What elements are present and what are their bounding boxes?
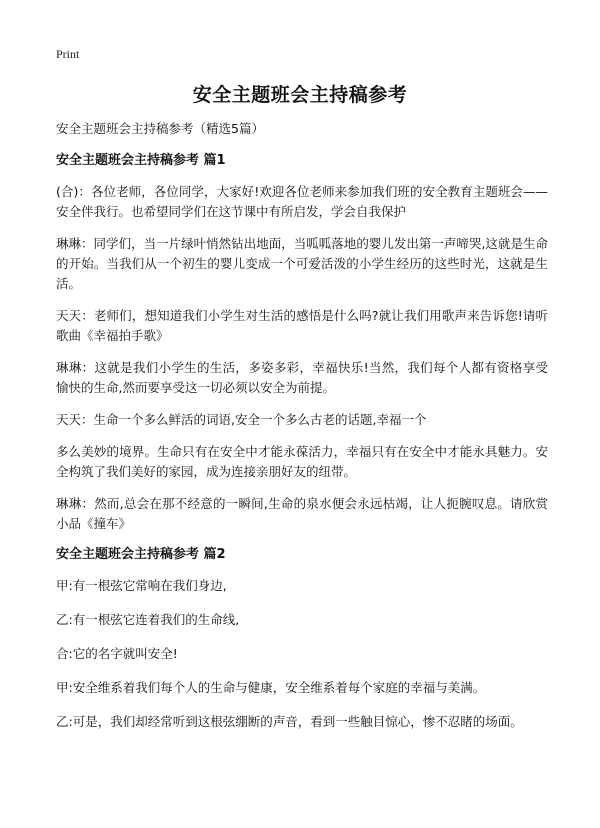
paragraph: 乙:可是，我们却经常听到这根弦绷断的声音，看到一些触目惊心，惨不忍睹的场面。 xyxy=(56,714,523,729)
paragraph: 多么美妙的境界。生命只有在安全中才能永葆活力，幸福只有在安全中才能永具魅力。安全构筑了我们美好的家园，成为连接亲朋好友的纽带。 xyxy=(56,444,548,479)
paragraph: 琳琳：同学们，当一片绿叶悄然钻出地面，当呱呱落地的婴儿发出第一声啼哭,这就是生命的开始。当我们从一个初生的婴儿变成一个可爱活泼的小学生经历的这些时光，这就是生活。 xyxy=(56,236,548,291)
print-label: Print xyxy=(56,47,80,61)
section-heading-2: 安全主题班会主持稿参考 篇2 xyxy=(56,547,226,562)
document-title: 安全主题班会主持稿参考 xyxy=(192,84,408,106)
paragraph: 甲:有一根弦它常响在我们身边, xyxy=(56,578,227,593)
paragraph: 琳琳：这就是我们小学生的生活，多姿多彩，幸福快乐!当然，我们每个人都有资格享受愉快的生命,然而要享受这一切必须以安全为前提。 xyxy=(56,360,548,395)
paragraph: 合:它的名字就叫安全! xyxy=(56,646,178,661)
paragraph: 天天：生命一个多么鲜活的词语,安全一个多么古老的话题,幸福一个 xyxy=(56,412,427,427)
paragraph: 琳琳：然而,总会在那不经意的一瞬间,生命的泉水便会永远枯竭，让人扼腕叹息。请欣赏小品《撞车》 xyxy=(56,496,548,531)
paragraph: 甲:安全维系着我们每个人的生命与健康，安全维系着每个家庭的幸福与美满。 xyxy=(56,680,486,695)
paragraph: (合)：各位老师，各位同学，大家好!欢迎各位老师来参加我们班的安全教育主题班会——安全伴我行。也希望同学们在这节课中有所启发，学会自我保护 xyxy=(56,184,548,219)
document-subtitle: 安全主题班会主持稿参考（精选5篇） xyxy=(56,121,264,136)
paragraph: 天天：老师们，想知道我们小学生对生活的感悟是什么吗?就让我们用歌声来告诉您!请听歌曲《幸福拍手歌》 xyxy=(56,308,548,343)
document-body xyxy=(56,120,548,744)
section-heading-1: 安全主题班会主持稿参考 篇1 xyxy=(56,153,226,168)
paragraph: 乙:有一根弦它连着我们的生命线, xyxy=(56,612,240,627)
